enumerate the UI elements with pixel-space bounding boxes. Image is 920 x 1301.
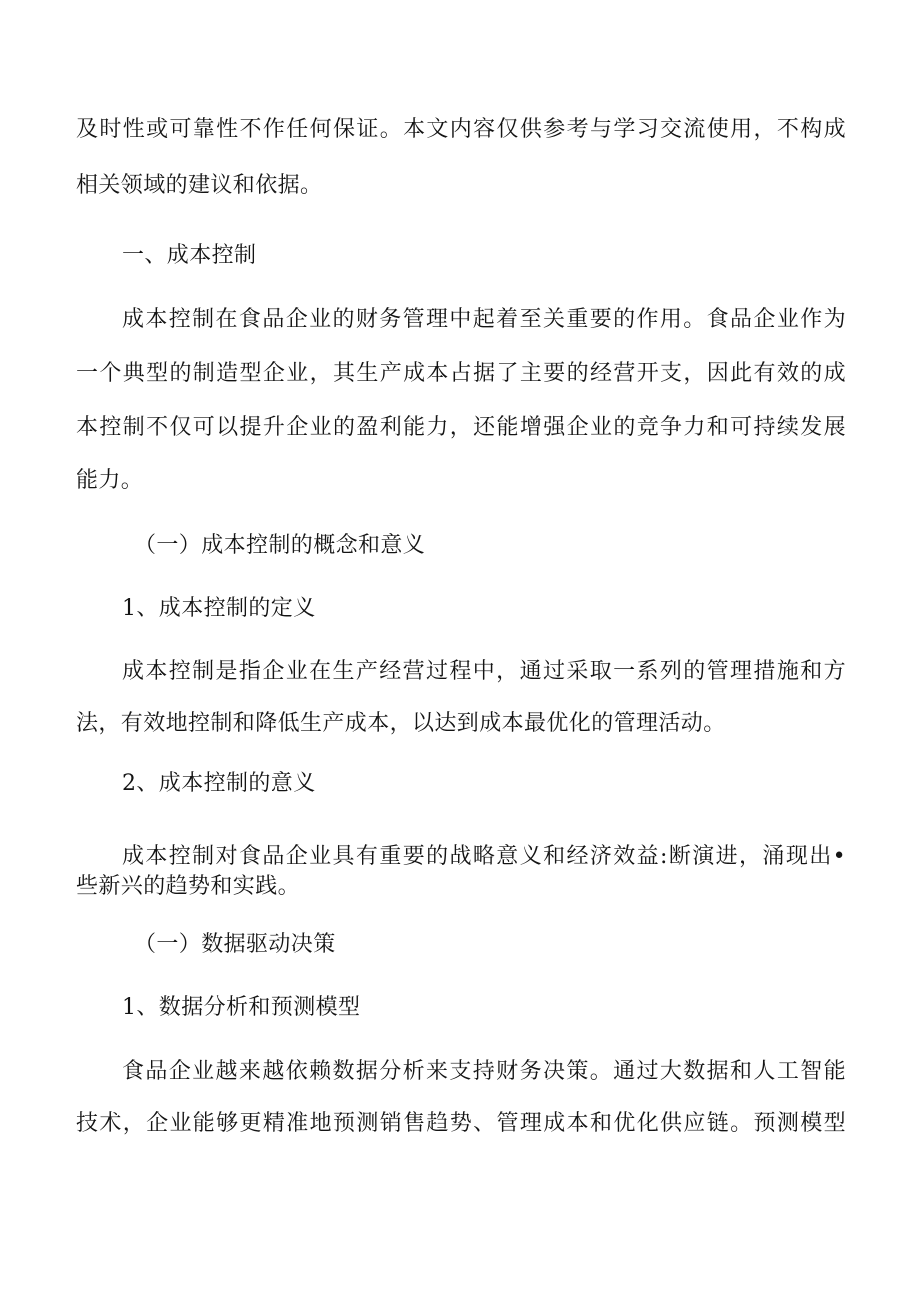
intro-paragraph-line-2: 一个典型的制造型企业，其生产成本占据了主要的经营开支，因此有效的成 <box>76 361 846 386</box>
item-heading-meaning: 2、成本控制的意义 <box>122 771 316 796</box>
intro-paragraph-line-1: 成本控制在食品企业的财务管理中起着至关重要的作用。食品企业作为 <box>122 307 846 332</box>
definition-paragraph-line-2: 法，有效地控制和降低生产成本，以达到成本最优化的管理活动。 <box>76 711 726 736</box>
meaning-paragraph-line-1: 成本控制对食品企业具有重要的战略意义和经济效益:断演进，涌现出• <box>122 844 846 869</box>
subsection-heading-data: （一）数据驱动决策 <box>134 932 336 957</box>
section-heading: 一、成本控制 <box>122 243 257 268</box>
definition-paragraph-line-1: 成本控制是指企业在生产经营过程中，通过采取一系列的管理措施和方 <box>122 659 846 684</box>
data-paragraph-line-2: 技术，企业能够更精准地预测销售趋势、管理成本和优化供应链。预测模型 <box>76 1111 846 1136</box>
item-heading-analysis: 1、数据分析和预测模型 <box>122 995 361 1020</box>
subsection-heading-concept: （一）成本控制的概念和意义 <box>134 533 426 558</box>
item-heading-definition: 1、成本控制的定义 <box>122 596 316 621</box>
intro-paragraph-line-4: 能力。 <box>76 468 144 493</box>
disclaimer-line-2: 相关领域的建议和依据。 <box>76 173 323 198</box>
disclaimer-line-1: 及时性或可靠性不作任何保证。本文内容仅供参考与学习交流使用，不构成 <box>76 117 846 142</box>
data-paragraph-line-1: 食品企业越来越依赖数据分析来支持财务决策。通过大数据和人工智能 <box>122 1059 846 1084</box>
intro-paragraph-line-3: 本控制不仅可以提升企业的盈利能力，还能增强企业的竞争力和可持续发展 <box>76 415 846 440</box>
meaning-paragraph-line-2: 些新兴的趋势和实践。 <box>76 874 301 899</box>
